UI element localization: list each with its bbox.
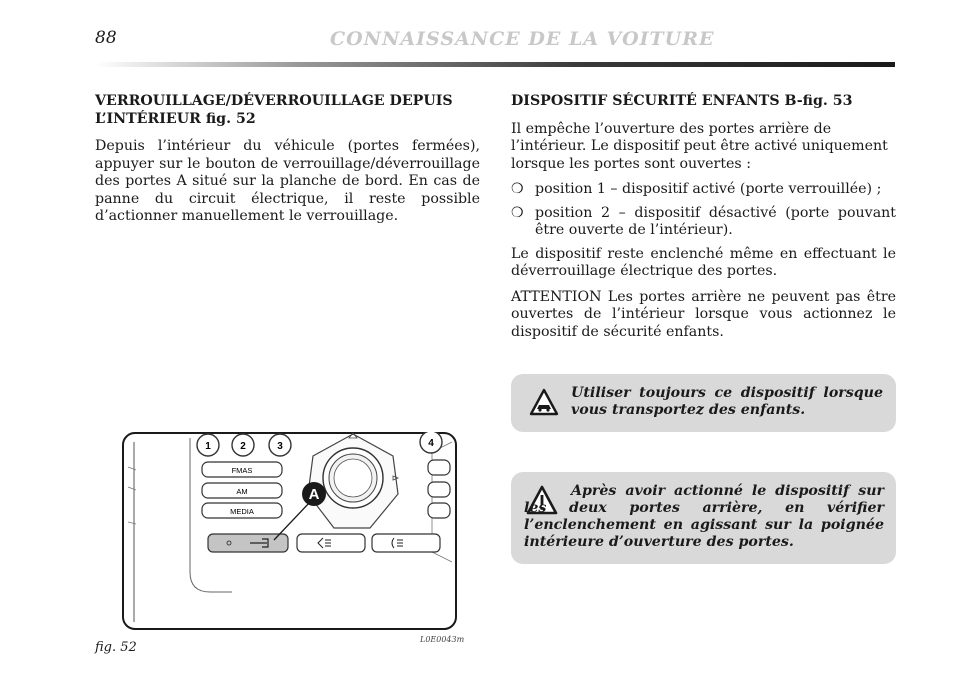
section-title: CONNAISSANCE DE LA VOITURE xyxy=(330,28,715,50)
right-intro: Il empêche l’ouverture des portes arrière de l’intérieur. Le dispositif peut être activé uniquement lorsque les portes sont ouvertes : xyxy=(511,120,888,172)
rear-fog-button xyxy=(372,534,440,552)
band-button-am xyxy=(202,483,282,498)
lock-unlock-button-a xyxy=(208,534,288,552)
page-number: 88 xyxy=(95,28,117,48)
preset-button-1 xyxy=(197,434,219,456)
figure-caption: fig. 52 xyxy=(95,640,137,655)
bullet-text: position 2 – dispositif désactivé (porte pouvant être ouverte de l’intérieur). xyxy=(535,204,896,238)
preset-button-3 xyxy=(269,434,291,456)
left-heading xyxy=(95,93,480,128)
right-column xyxy=(511,93,896,349)
svg-text:MEDIA: MEDIA xyxy=(230,507,254,516)
header-rule xyxy=(95,62,895,67)
preset-button-4 xyxy=(420,432,442,453)
right-para2: Le dispositif reste enclenché même en effectuant le déverrouillage électrique des portes. xyxy=(511,245,896,279)
svg-text:A: A xyxy=(308,486,320,503)
side-button-right xyxy=(428,460,450,518)
callout-a xyxy=(302,482,326,506)
note-door-check xyxy=(511,472,896,564)
left-heading-line1: VERROUILLAGE/DÉVERROUILLAGE DEPUIS xyxy=(95,93,453,109)
band-button-fm xyxy=(202,462,282,477)
svg-text:4: 4 xyxy=(428,438,434,449)
bullet-text: position 1 – dispositif activé (porte verrouillée) ; xyxy=(535,181,882,197)
svg-text:3: 3 xyxy=(277,441,283,452)
bullet-marker: ❍ xyxy=(511,181,524,197)
svg-text:FMAS: FMAS xyxy=(231,466,253,475)
left-column xyxy=(95,93,480,234)
right-para3: ATTENTION Les portes arrière ne peuvent pas être ouvertes de l’intérieur lorsque vous actionnez le dispositif de sécurité enfants. xyxy=(511,288,896,340)
car-warning-triangle-icon xyxy=(529,388,559,421)
note-child-safety xyxy=(511,374,896,432)
bullet-marker: ❍ xyxy=(511,204,524,221)
svg-text:2: 2 xyxy=(240,441,246,452)
preset-button-2 xyxy=(232,434,254,456)
left-heading-line2: L’INTÉRIEUR fig. 52 xyxy=(95,110,256,127)
figure-code: L0E0043m xyxy=(420,635,465,644)
fog-light-button xyxy=(297,534,365,552)
note1-text: Utiliser toujours ce dispositif lorsque vous transportez des enfants. xyxy=(571,385,883,418)
figure-52-dashboard xyxy=(122,432,457,630)
bullet-item xyxy=(511,181,896,199)
left-body: Depuis l’intérieur du véhicule (portes fermées), appuyer sur le bouton de verrouillage/déverrouillage des portes A situé sur la planche de bord. En cas de panne du circuit électrique, il reste possible d’actionner manuellement le verrouillage. xyxy=(95,138,480,224)
right-heading: DISPOSITIF SÉCURITÉ ENFANTS B-fig. 53 xyxy=(511,93,853,109)
svg-text:1: 1 xyxy=(205,441,211,452)
bullet-item xyxy=(511,205,896,240)
band-button-media xyxy=(202,503,282,518)
note2-text: Après avoir actionné le dispositif sur les deux portes arrière, en vérifier l’enclenchement en agissant sur la poignée intérieure d’ouverture des portes. xyxy=(524,483,884,550)
svg-text:AM: AM xyxy=(236,487,248,496)
